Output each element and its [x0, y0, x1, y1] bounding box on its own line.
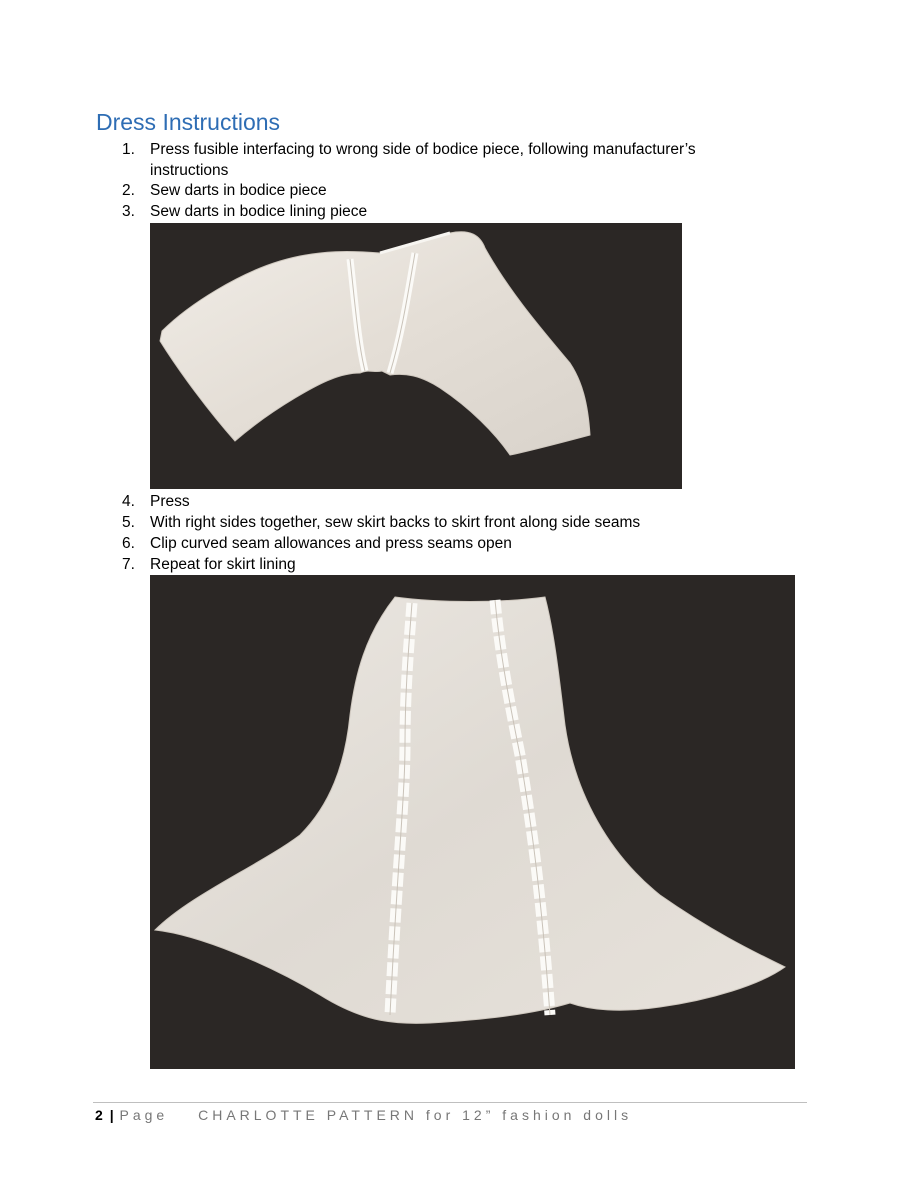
section-heading: Dress Instructions	[96, 109, 281, 135]
step-text: With right sides together, sew skirt backs to skirt front along side seams	[150, 514, 641, 531]
step-number: 2.	[122, 182, 135, 199]
step-number: 6.	[122, 535, 135, 552]
page-footer	[95, 1107, 632, 1123]
step-text: Repeat for skirt lining	[150, 556, 296, 573]
page-number: 2	[95, 1107, 104, 1123]
skirt-illustration	[150, 575, 795, 1069]
step-number: 3.	[122, 203, 135, 220]
bodice-illustration	[150, 223, 682, 489]
step-number: 1.	[122, 141, 135, 158]
step-number: 4.	[122, 493, 135, 510]
step-text: Sew darts in bodice lining piece	[150, 203, 368, 220]
step-number: 5.	[122, 514, 135, 531]
footer-separator: |	[109, 1107, 114, 1123]
bodice-photo	[150, 223, 682, 489]
document-title: CHARLOTTE PATTERN for 12” fashion dolls	[198, 1107, 633, 1123]
footer-divider	[93, 1102, 807, 1103]
step-text: Press fusible interfacing to wrong side of bodice piece, following manufacturer’s instructions	[150, 141, 696, 179]
step-text: Sew darts in bodice piece	[150, 182, 327, 199]
page-label: Page	[119, 1107, 169, 1123]
skirt-photo	[150, 575, 795, 1069]
step-text: Clip curved seam allowances and press seams open	[150, 535, 512, 552]
step-number: 7.	[122, 556, 135, 573]
step-text: Press	[150, 493, 190, 510]
